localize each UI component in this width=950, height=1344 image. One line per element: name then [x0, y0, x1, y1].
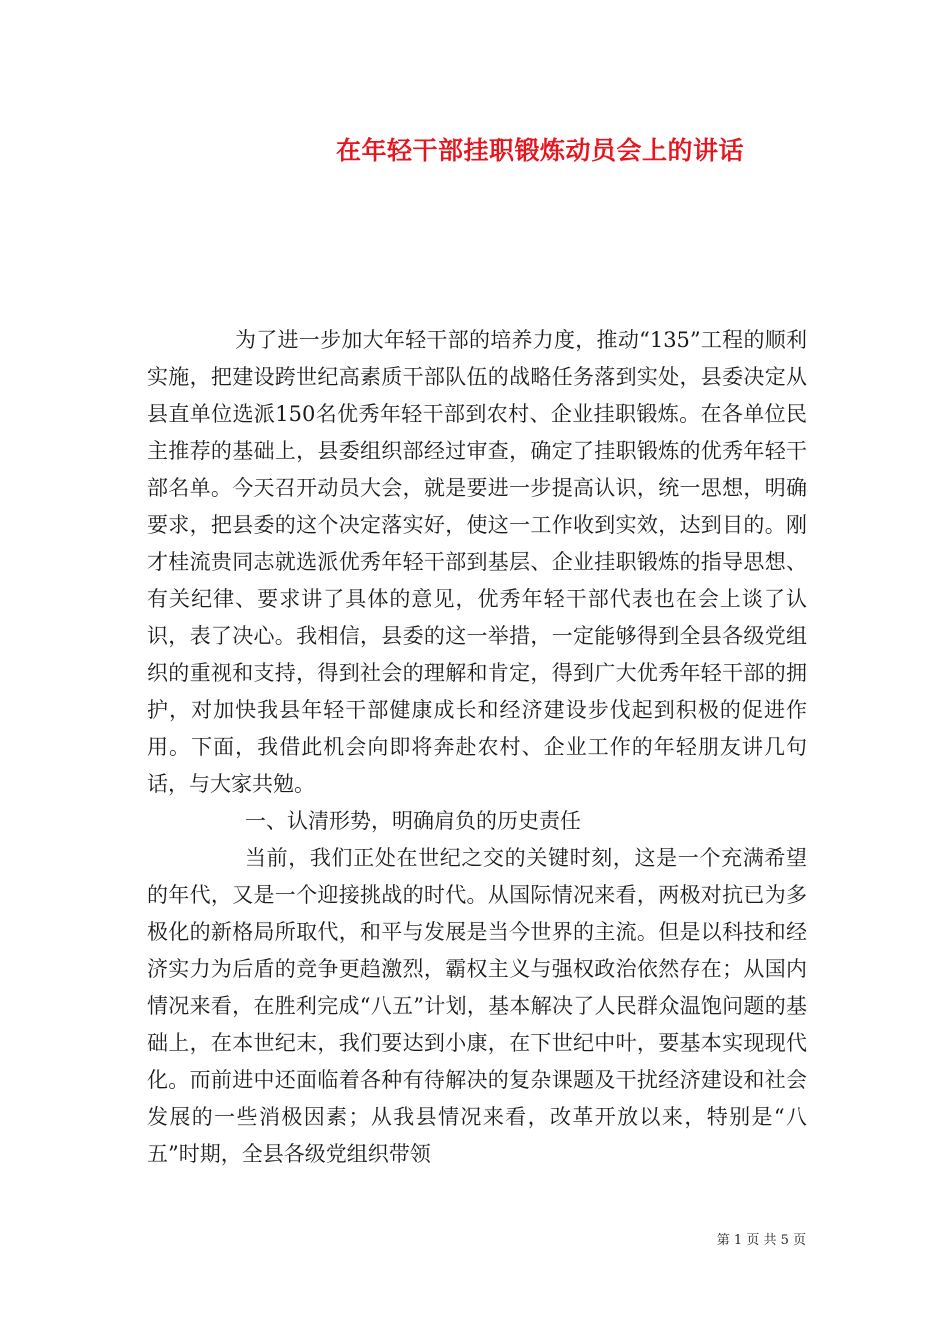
- paragraph-intro: 为了进一步加大年轻干部的培养力度，推动“135”工程的顺利实施，把建设跨世纪高素质干部队伍的战略任务落到实处，县委决定从县直单位选派150名优秀年轻干部到农村、企业挂职锻炼。在各单位民主推荐的基础上，县委组织部经过审查，确定了挂职锻炼的优秀年轻干部名单。今天召开动员大会，就是要进一步提高认识，统一思想，明确要求，把县委的这个决定落实好，使这一工作收到实效，达到目的。刚才桂流贵同志就选派优秀年轻干部到基层、企业挂职锻炼的指导思想、有关纪律、要求讲了具体的意见，优秀年轻干部代表也在会上谈了认识，表了决心。我相信，县委的这一举措，一定能够得到全县各级党组织的重视和支持，得到社会的理解和肯定，得到广大优秀年轻干部的拥护，对加快我县年轻干部健康成长和经济建设步伐起到积极的促进作用。下面，我借此机会向即将奔赴农村、企业工作的年轻朋友讲几句话，与大家共勉。: [147, 328, 807, 796]
- document-title: 在年轻干部挂职锻炼动员会上的讲话: [335, 136, 744, 165]
- section-heading-1: 一、认清形势，明确肩负的历史责任: [245, 809, 581, 833]
- document-body: [147, 322, 807, 1173]
- paragraph-section-1: 当前，我们正处在世纪之交的关键时刻，这是一个充满希望的年代，又是一个迎接挑战的时代。从国际情况来看，两极对抗已为多极化的新格局所取代，和平与发展是当今世界的主流。但是以科技和经济实力为后盾的竞争更趋激烈，霸权主义与强权政治依然存在；从国内情况来看，在胜利完成“八五”计划，基本解决了人民群众温饱问题的基础上，在本世纪末，我们要达到小康，在下世纪中叶，要基本实现现代化。而前进中还面临着各种有待解决的复杂课题及干扰经济建设和社会发展的一些消极因素；从我县情况来看，改革开放以来，特别是“八五”时期，全县各级党组织带领: [147, 846, 807, 1166]
- page-number-footer: 第 1 页 共 5 页: [716, 1233, 806, 1248]
